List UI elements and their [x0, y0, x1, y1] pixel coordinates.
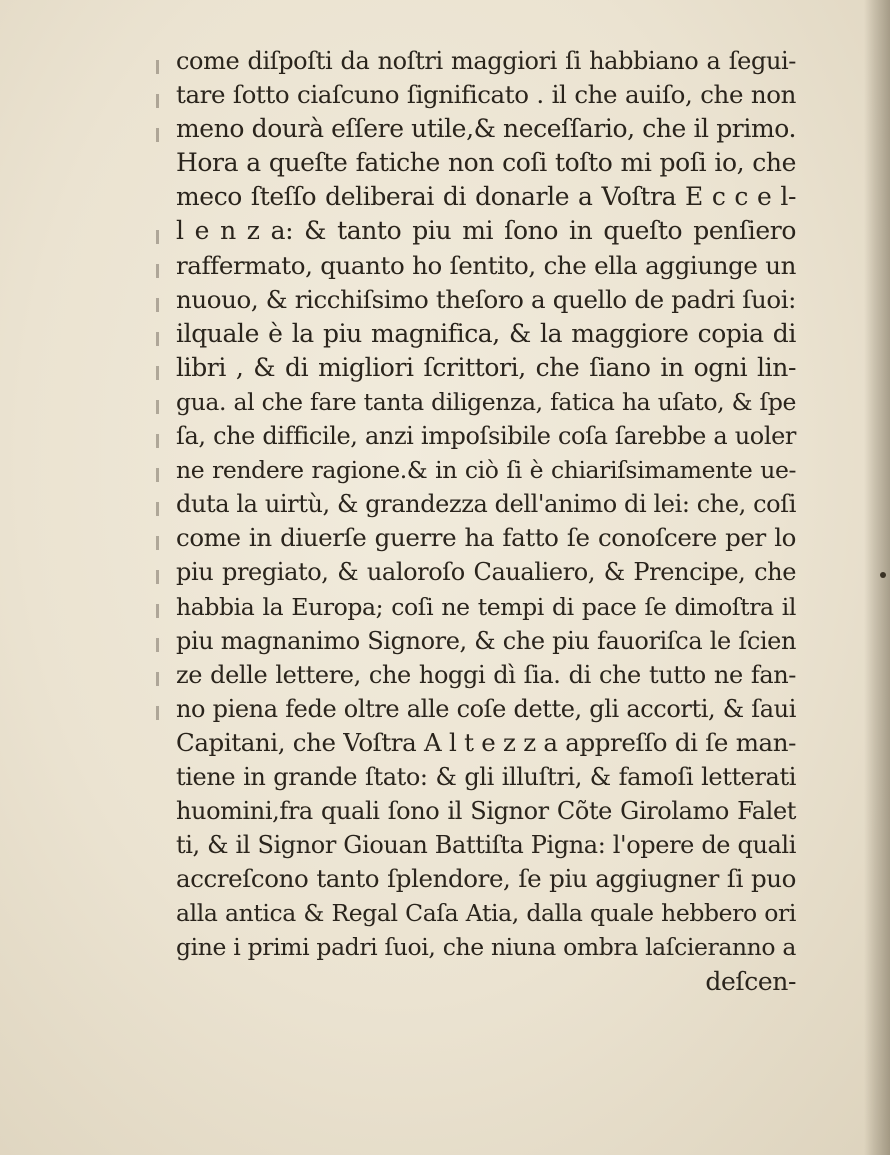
margin-tick: [156, 366, 159, 380]
text-line-22: tiene in grande ſtato: & gli illuſtri, & famoſi letterati: [176, 762, 796, 791]
text-line-20: no piena fede oltre alle coſe dette, gli accorti, & ſaui: [176, 694, 796, 723]
text-line-17: habbia la Europa; coſi ne tempi di pace ſe dimoſtra il: [176, 592, 796, 621]
text-line-7: raffermato, quanto ho ſentito, che ella aggiunge un: [176, 250, 796, 280]
margin-ticks: [156, 60, 166, 960]
margin-tick: [156, 298, 159, 312]
text-line-16: piu pregiato, & ualoroſo Caualiero, & Prencipe, che: [176, 558, 796, 587]
text-line-19: ze delle lettere, che hoggi dì ſia. di che tutto ne fan-: [176, 660, 796, 689]
margin-tick: [156, 468, 159, 482]
text-line-27: gine i primi padri ſuoi, che niuna ombra laſcieranno a: [176, 933, 796, 962]
text-line-5: meco ſteſſo deliberai di donarle a Voſtra E c c e l-: [176, 182, 796, 212]
margin-tick: [156, 332, 159, 346]
text-line-26: alla antica & Regal Caſa Atia, dalla quale hebbero ori: [176, 899, 796, 928]
text-line-15: come in diuerſe guerre ha fatto ſe conoſcere per lo: [176, 523, 796, 553]
catchword: deſcen-: [705, 966, 796, 996]
text-line-6: l e n z a: & tanto piu mi ſono in queſto penſiero: [176, 216, 796, 246]
text-line-4: Hora a queſte fatiche non coſi toſto mi poſi io, che: [176, 148, 796, 178]
margin-tick: [156, 570, 159, 584]
text-line-23: huomini,fra quali ſono il Signor Cõte Girolamo Falet: [176, 797, 796, 826]
margin-tick: [156, 60, 159, 74]
text-line-14: duta la uirtù, & grandezza dell'animo di lei: che, coſi: [176, 490, 796, 519]
margin-tick: [156, 638, 159, 652]
page-edge-shadow: [864, 0, 890, 1155]
margin-tick: [156, 128, 159, 142]
text-line-12: ſa, che difficile, anzi impoſsibile coſa ſarebbe a uoler: [176, 422, 796, 451]
text-block: [176, 44, 796, 999]
edge-ink-mark: [880, 572, 886, 578]
text-line-24: ti, & il Signor Giouan Battiſta Pigna: l'opere de quali: [176, 831, 796, 860]
margin-tick: [156, 672, 159, 686]
text-line-8: nuouo, & ricchiſsimo theſoro a quello de padri ſuoi:: [176, 284, 796, 314]
margin-tick: [156, 536, 159, 550]
margin-tick: [156, 94, 159, 108]
text-line-9: ilquale è la piu magnifica, & la maggiore copia di: [176, 318, 796, 348]
text-line-11: gua. al che fare tanta diligenza, fatica ha uſato, & ſpe: [176, 387, 796, 416]
text-line-1: come diſpoſti da noſtri maggiori ſi habbiano a ſegui-: [176, 47, 796, 75]
text-line-25: accreſcono tanto ſplendore, ſe piu aggiugner ſi puo: [176, 864, 796, 894]
text-line-2: tare ſotto ciaſcuno ſignificato . il che auiſo, che non: [176, 80, 796, 110]
text-line-13: ne rendere ragione.& in ciò ſi è chiariſsimamente ue-: [176, 456, 796, 485]
text-line-10: libri , & di migliori ſcrittori, che ſiano in ogni lin-: [176, 352, 796, 382]
text-line-21: Capitani, che Voſtra A l t e z z a appreſſo di ſe man-: [176, 727, 796, 757]
text-line-18: piu magnanimo Signore, & che piu fauoriſca le ſcien: [176, 626, 796, 655]
margin-tick: [156, 604, 159, 618]
margin-tick: [156, 706, 159, 720]
margin-tick: [156, 230, 159, 244]
margin-tick: [156, 434, 159, 448]
margin-tick: [156, 502, 159, 516]
margin-tick: [156, 264, 159, 278]
margin-tick: [156, 400, 159, 414]
text-line-3: meno dourà eſſere utile,& neceſſario, che il primo.: [176, 114, 797, 144]
